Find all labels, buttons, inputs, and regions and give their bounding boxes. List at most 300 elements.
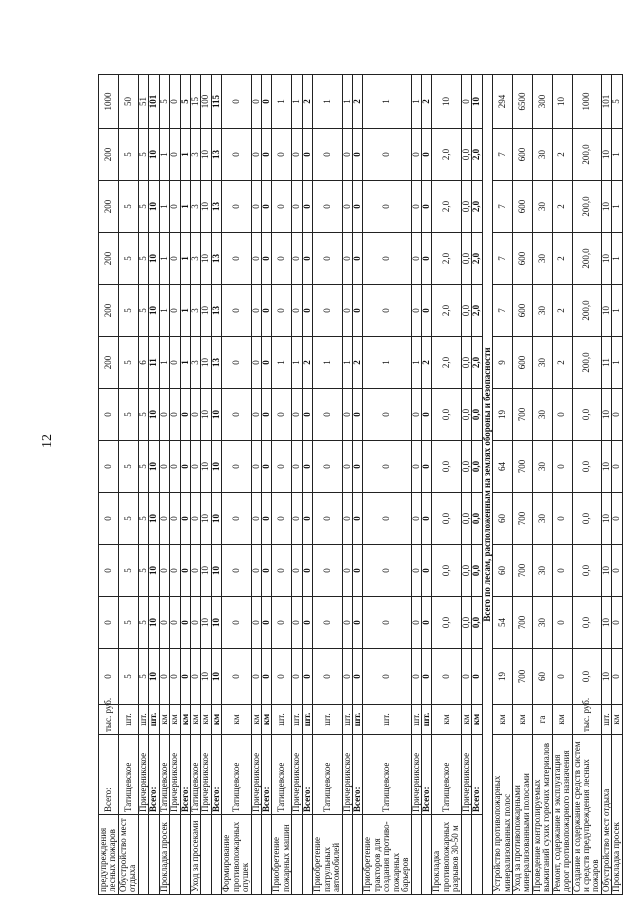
unit-cell: шт. xyxy=(422,705,432,735)
value-cell: 1 xyxy=(272,337,292,389)
unit-cell: шт. xyxy=(118,705,138,735)
forestry-name: Причерникское xyxy=(201,735,211,815)
value-cell: 5 xyxy=(159,75,169,129)
unit-cell: км xyxy=(201,705,211,735)
value-cell: 101 xyxy=(601,75,611,129)
value-cell: 0 xyxy=(272,649,292,705)
value-cell: 0 xyxy=(159,649,169,705)
measure-name xyxy=(411,815,421,895)
value-cell: 0 xyxy=(222,545,251,597)
unit-cell: шт. xyxy=(342,705,352,735)
value-cell: 0,0 xyxy=(432,597,461,649)
value-cell: 2 xyxy=(552,181,572,233)
value-cell: 0 xyxy=(222,389,251,441)
value-cell: 0 xyxy=(272,181,292,233)
measure-name: Уход за просеками xyxy=(190,815,200,895)
value-cell: 1 xyxy=(612,233,622,285)
value-cell: 5 xyxy=(138,545,148,597)
measure-name xyxy=(422,815,432,895)
table-row xyxy=(612,75,622,895)
measure-name xyxy=(342,815,352,895)
value-cell: 5 xyxy=(118,337,138,389)
value-cell: 0 xyxy=(352,181,362,233)
value-cell: 3 xyxy=(190,337,200,389)
value-cell: 1 xyxy=(342,337,352,389)
value-cell: 0 xyxy=(411,233,421,285)
measure-name xyxy=(201,815,211,895)
value-cell: 0 xyxy=(170,545,180,597)
value-cell: 0 xyxy=(422,649,432,705)
value-cell: 0 xyxy=(99,597,119,649)
value-cell: 0 xyxy=(411,285,421,337)
unit-cell: шт. xyxy=(411,705,421,735)
value-cell: 0 xyxy=(180,441,190,493)
measure-name: Обустройство мест отдыха xyxy=(118,815,138,895)
value-cell: 0 xyxy=(190,597,200,649)
unit-cell: км xyxy=(211,705,221,735)
forestry-name: Всего: xyxy=(262,735,272,815)
unit-cell: км xyxy=(461,705,471,735)
value-cell: 600 xyxy=(512,233,532,285)
value-cell: 0 xyxy=(302,545,312,597)
value-cell: 10 xyxy=(201,233,211,285)
value-cell: 13 xyxy=(211,181,221,233)
value-cell: 0 xyxy=(342,129,352,181)
value-cell: 30 xyxy=(532,233,552,285)
value-cell: 10 xyxy=(601,181,611,233)
value-cell: 0 xyxy=(251,649,261,705)
value-cell: 0 xyxy=(251,441,261,493)
value-cell: 0 xyxy=(313,233,342,285)
table-row xyxy=(180,75,190,895)
value-cell: 0 xyxy=(313,181,342,233)
value-cell: 0 xyxy=(222,441,251,493)
forestry-name: Всего: xyxy=(422,735,432,815)
value-cell: 0 xyxy=(352,129,362,181)
value-cell: 5 xyxy=(138,233,148,285)
value-cell: 1 xyxy=(411,75,421,129)
value-cell: 0 xyxy=(99,441,119,493)
value-cell: 0 xyxy=(262,389,272,441)
unit-cell: га xyxy=(532,705,552,735)
forestry-name: Причерникское xyxy=(292,735,302,815)
value-cell: 0 xyxy=(222,597,251,649)
value-cell: 19 xyxy=(493,649,513,705)
value-cell: 0 xyxy=(313,545,342,597)
value-cell: 5 xyxy=(118,233,138,285)
page-number: 12 xyxy=(40,434,55,448)
value-cell: 0 xyxy=(170,233,180,285)
table-row xyxy=(201,75,211,895)
value-cell: 0 xyxy=(251,285,261,337)
value-cell: 10 xyxy=(201,337,211,389)
value-cell: 0 xyxy=(612,597,622,649)
value-cell: 0 xyxy=(552,441,572,493)
table-row xyxy=(159,75,169,895)
value-cell: 2,0 xyxy=(432,337,461,389)
value-cell: 30 xyxy=(532,285,552,337)
value-cell: 0 xyxy=(262,649,272,705)
forestry-name: Всего: xyxy=(211,735,221,815)
value-cell: 7 xyxy=(493,129,513,181)
value-cell: 0 xyxy=(159,389,169,441)
value-cell: 0 xyxy=(170,597,180,649)
table-row xyxy=(222,75,251,895)
measure-name: Устройство противопожарных минерализованных полос xyxy=(493,735,513,895)
value-cell: 200,0 xyxy=(572,337,601,389)
value-cell: 10 xyxy=(149,441,159,493)
value-cell: 2,0 xyxy=(472,181,482,233)
value-cell: 0 xyxy=(99,649,119,705)
value-cell: 0,0 xyxy=(572,649,601,705)
forestry-name: Всего: xyxy=(352,735,362,815)
value-cell: 2,0 xyxy=(432,285,461,337)
value-cell: 0 xyxy=(251,545,261,597)
value-cell: 5 xyxy=(138,597,148,649)
value-cell: 0 xyxy=(313,285,342,337)
value-cell: 0 xyxy=(342,545,352,597)
value-cell: 5 xyxy=(138,493,148,545)
value-cell: 0 xyxy=(342,441,352,493)
value-cell: 0 xyxy=(342,597,352,649)
value-cell: 700 xyxy=(512,493,532,545)
value-cell: 1 xyxy=(159,337,169,389)
value-cell: 5 xyxy=(138,181,148,233)
value-cell: 0 xyxy=(262,545,272,597)
value-cell: 3 xyxy=(190,129,200,181)
value-cell: 10 xyxy=(211,493,221,545)
value-cell: 5 xyxy=(138,285,148,337)
value-cell: 11 xyxy=(601,337,611,389)
value-cell: 0,0 xyxy=(432,545,461,597)
table-row xyxy=(272,75,292,895)
value-cell: 13 xyxy=(211,233,221,285)
measure-name: Прокладка просек xyxy=(612,735,622,895)
value-cell: 10 xyxy=(211,597,221,649)
value-cell: 0 xyxy=(552,597,572,649)
value-cell: 2,0 xyxy=(432,129,461,181)
value-cell: 200 xyxy=(99,337,119,389)
value-cell: 0 xyxy=(222,337,251,389)
value-cell: 11 xyxy=(149,337,159,389)
value-cell: 0 xyxy=(411,493,421,545)
value-cell: 0 xyxy=(363,129,411,181)
unit-cell: шт. xyxy=(313,705,342,735)
value-cell: 2 xyxy=(552,233,572,285)
value-cell: 0 xyxy=(292,441,302,493)
value-cell: 0 xyxy=(180,545,190,597)
value-cell: 0 xyxy=(612,649,622,705)
value-cell: 0,0 xyxy=(461,337,471,389)
value-cell: 2,0 xyxy=(472,285,482,337)
value-cell: 5 xyxy=(118,129,138,181)
value-cell: 1 xyxy=(159,233,169,285)
value-cell: 0 xyxy=(411,597,421,649)
value-cell: 0 xyxy=(342,389,352,441)
value-cell: 10 xyxy=(601,389,611,441)
value-cell: 0 xyxy=(302,649,312,705)
table-row xyxy=(572,75,601,895)
value-cell: 0 xyxy=(302,129,312,181)
value-cell: 0 xyxy=(342,649,352,705)
value-cell: 3 xyxy=(190,181,200,233)
unit-cell: км xyxy=(222,705,251,735)
value-cell: 30 xyxy=(532,441,552,493)
value-cell: 0,0 xyxy=(461,181,471,233)
value-cell: 5 xyxy=(138,389,148,441)
value-cell: 0 xyxy=(292,649,302,705)
table-row xyxy=(352,75,362,895)
value-cell: 10 xyxy=(149,545,159,597)
unit-cell: тыс. руб. xyxy=(99,705,119,735)
value-cell: 0,0 xyxy=(461,389,471,441)
value-cell: 0 xyxy=(363,597,411,649)
value-cell: 2 xyxy=(422,337,432,389)
measure-name: Формирование противопожарных опушек xyxy=(222,815,251,895)
value-cell: 0 xyxy=(170,75,180,129)
section-title: Всего по лесам, расположенным на землях обороны и безопасности xyxy=(482,75,492,895)
value-cell: 0,0 xyxy=(572,545,601,597)
value-cell: 30 xyxy=(532,597,552,649)
forestry-name: Татищевское xyxy=(313,735,342,815)
value-cell: 200 xyxy=(99,129,119,181)
value-cell: 300 xyxy=(532,75,552,129)
value-cell: 0 xyxy=(251,75,261,129)
value-cell: 0 xyxy=(222,285,251,337)
value-cell: 0 xyxy=(180,493,190,545)
value-cell: 10 xyxy=(601,649,611,705)
unit-cell: шт. xyxy=(601,705,611,735)
value-cell: 2,0 xyxy=(472,233,482,285)
unit-cell: шт. xyxy=(292,705,302,735)
value-cell: 0 xyxy=(99,493,119,545)
value-cell: 10 xyxy=(149,181,159,233)
value-cell: 0 xyxy=(302,493,312,545)
value-cell: 0 xyxy=(272,233,292,285)
measure-name xyxy=(461,815,471,895)
value-cell: 10 xyxy=(149,493,159,545)
value-cell: 0 xyxy=(251,337,261,389)
value-cell: 200,0 xyxy=(572,285,601,337)
value-cell: 0,0 xyxy=(461,597,471,649)
value-cell: 0 xyxy=(222,75,251,129)
value-cell: 0 xyxy=(411,129,421,181)
measure-name xyxy=(251,815,261,895)
table-row xyxy=(262,75,272,895)
value-cell: 200 xyxy=(99,233,119,285)
value-cell: 2 xyxy=(352,337,362,389)
value-cell: 5 xyxy=(118,441,138,493)
unit-cell: км xyxy=(432,705,461,735)
value-cell: 0 xyxy=(552,545,572,597)
value-cell: 0 xyxy=(422,493,432,545)
value-cell: 10 xyxy=(149,285,159,337)
measure-name: Приобретение патрульных автомобилей xyxy=(313,815,342,895)
value-cell: 0,0 xyxy=(432,441,461,493)
value-cell: 0 xyxy=(262,337,272,389)
value-cell: 0 xyxy=(422,389,432,441)
unit-cell: км xyxy=(170,705,180,735)
unit-cell: шт. xyxy=(138,705,148,735)
table-row xyxy=(251,75,261,895)
value-cell: 0 xyxy=(432,649,461,705)
value-cell: 9 xyxy=(493,337,513,389)
value-cell: 200,0 xyxy=(572,233,601,285)
value-cell: 0 xyxy=(272,389,292,441)
table-row xyxy=(363,75,411,895)
value-cell: 1 xyxy=(363,75,411,129)
value-cell: 0,0 xyxy=(472,545,482,597)
value-cell: 10 xyxy=(211,389,221,441)
value-cell: 0 xyxy=(272,597,292,649)
value-cell: 0 xyxy=(292,597,302,649)
value-cell: 200,0 xyxy=(572,181,601,233)
value-cell: 5 xyxy=(118,285,138,337)
value-cell: 30 xyxy=(532,129,552,181)
value-cell: 0 xyxy=(411,545,421,597)
forestry-name: Всего: xyxy=(99,735,119,815)
forestry-name: Татищевское xyxy=(272,735,292,815)
value-cell: 0 xyxy=(190,441,200,493)
forestry-name: Всего: xyxy=(180,735,190,815)
measure-name: Проведение контролируемых выжиганий сухих горючих материалов xyxy=(532,735,552,895)
value-cell: 0 xyxy=(612,493,622,545)
value-cell: 0 xyxy=(251,493,261,545)
value-cell: 2 xyxy=(422,75,432,129)
value-cell: 0 xyxy=(262,181,272,233)
forestry-name: Причерникское xyxy=(342,735,352,815)
value-cell: 5 xyxy=(118,545,138,597)
value-cell: 19 xyxy=(493,389,513,441)
value-cell: 6 xyxy=(138,337,148,389)
value-cell: 10 xyxy=(211,441,221,493)
value-cell: 0 xyxy=(363,441,411,493)
value-cell: 5 xyxy=(612,75,622,129)
value-cell: 0 xyxy=(612,441,622,493)
forestry-name: Татищевское xyxy=(432,735,461,815)
value-cell: 10 xyxy=(201,129,211,181)
value-cell: 0 xyxy=(180,597,190,649)
value-cell: 10 xyxy=(601,493,611,545)
value-cell: 0,0 xyxy=(472,597,482,649)
value-cell: 700 xyxy=(512,597,532,649)
value-cell: 6500 xyxy=(512,75,532,129)
measure-name xyxy=(211,815,221,895)
value-cell: 0 xyxy=(251,233,261,285)
fire-prevention-table xyxy=(98,74,623,895)
table-area xyxy=(98,75,622,895)
value-cell: 2 xyxy=(552,129,572,181)
value-cell: 0 xyxy=(272,493,292,545)
value-cell: 0 xyxy=(99,545,119,597)
value-cell: 10 xyxy=(201,389,211,441)
table-row xyxy=(552,75,572,895)
measure-name: Приобретение пожарных машин xyxy=(272,815,292,895)
value-cell: 10 xyxy=(432,75,461,129)
value-cell: 0 xyxy=(552,389,572,441)
measure-name xyxy=(262,815,272,895)
value-cell: 0 xyxy=(262,233,272,285)
value-cell: 2,0 xyxy=(472,337,482,389)
value-cell: 700 xyxy=(512,649,532,705)
value-cell: 0 xyxy=(99,389,119,441)
value-cell: 3 xyxy=(190,233,200,285)
value-cell: 50 xyxy=(118,75,138,129)
value-cell: 0 xyxy=(222,129,251,181)
value-cell: 0 xyxy=(352,493,362,545)
value-cell: 7 xyxy=(493,285,513,337)
value-cell: 5 xyxy=(118,389,138,441)
value-cell: 10 xyxy=(201,441,211,493)
value-cell: 10 xyxy=(201,285,211,337)
value-cell: 0 xyxy=(313,597,342,649)
value-cell: 0 xyxy=(352,545,362,597)
forestry-name: Татищевское xyxy=(159,735,169,815)
value-cell: 0 xyxy=(222,233,251,285)
table-row xyxy=(411,75,421,895)
value-cell: 0 xyxy=(251,181,261,233)
value-cell: 0,0 xyxy=(432,493,461,545)
value-cell: 0 xyxy=(222,181,251,233)
value-cell: 600 xyxy=(512,181,532,233)
value-cell: 1000 xyxy=(99,75,119,129)
value-cell: 0 xyxy=(552,493,572,545)
value-cell: 0 xyxy=(159,545,169,597)
value-cell: 1 xyxy=(292,337,302,389)
value-cell: 30 xyxy=(532,389,552,441)
table-row xyxy=(461,75,471,895)
value-cell: 0 xyxy=(302,389,312,441)
value-cell: 700 xyxy=(512,545,532,597)
value-cell: 0 xyxy=(180,649,190,705)
forestry-name: Всего: xyxy=(149,735,159,815)
value-cell: 0 xyxy=(363,285,411,337)
value-cell: 0 xyxy=(302,181,312,233)
value-cell: 2 xyxy=(302,337,312,389)
value-cell: 1 xyxy=(180,181,190,233)
value-cell: 0,0 xyxy=(472,389,482,441)
forestry-name: Татищевское xyxy=(222,735,251,815)
value-cell: 0 xyxy=(302,233,312,285)
unit-cell: шт. xyxy=(302,705,312,735)
value-cell: 13 xyxy=(211,285,221,337)
value-cell: 0,0 xyxy=(461,493,471,545)
value-cell: 0 xyxy=(422,181,432,233)
value-cell: 0 xyxy=(292,493,302,545)
value-cell: 0 xyxy=(411,181,421,233)
value-cell: 1000 xyxy=(572,75,601,129)
value-cell: 0 xyxy=(612,545,622,597)
table-row xyxy=(302,75,312,895)
forestry-name: Татищевское xyxy=(118,735,138,815)
value-cell: 0 xyxy=(352,389,362,441)
value-cell: 0 xyxy=(422,441,432,493)
measure-name xyxy=(180,815,190,895)
value-cell: 0 xyxy=(363,545,411,597)
value-cell: 700 xyxy=(512,389,532,441)
value-cell: 0 xyxy=(170,285,180,337)
value-cell: 0 xyxy=(292,545,302,597)
value-cell: 0 xyxy=(422,597,432,649)
value-cell: 5 xyxy=(180,75,190,129)
value-cell: 1 xyxy=(159,181,169,233)
forestry-name: Причерникское xyxy=(251,735,261,815)
value-cell: 0 xyxy=(251,597,261,649)
value-cell: 0 xyxy=(411,389,421,441)
value-cell: 1 xyxy=(411,337,421,389)
value-cell: 10 xyxy=(149,389,159,441)
value-cell: 0 xyxy=(190,493,200,545)
